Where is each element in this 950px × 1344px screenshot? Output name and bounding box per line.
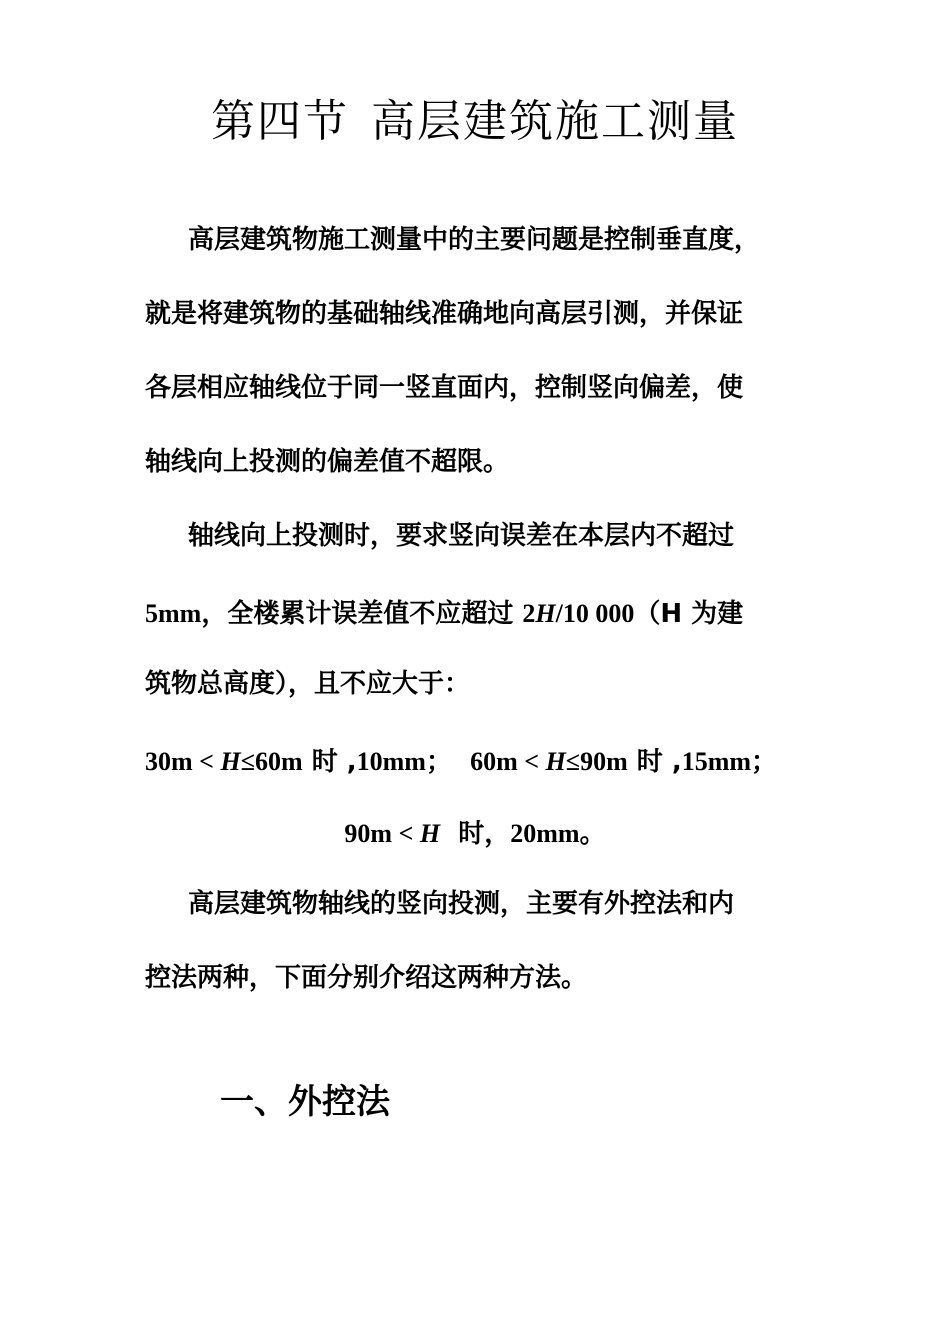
range-end: ≤90m (565, 747, 628, 776)
separator: ； (425, 747, 471, 777)
paragraph-3-line-2: 控法两种，下面分别介绍这两种方法。 (145, 963, 588, 993)
formula-coefficient: 2 (522, 599, 536, 628)
variable-h: H (545, 747, 566, 776)
paragraph-3-line-1: 高层建筑物轴线的竖向投测，主要有外控法和内 (188, 889, 735, 919)
separator: ； (751, 747, 778, 777)
paragraph-2-line-2 (145, 596, 743, 632)
formula-denominator: /10 000 (555, 599, 635, 628)
limit-row-1 (145, 744, 777, 780)
page-title (0, 92, 950, 152)
range-start: 30m < (145, 747, 221, 776)
range-start: 60m < (470, 747, 546, 776)
paragraph-1-line-4: 轴线向上投测的偏差值不超限。 (145, 447, 510, 477)
tolerance-value: 10mm (356, 747, 426, 776)
paragraph-2-line-1: 轴线向上投测时，要求竖向误差在本层内不超过 (188, 521, 735, 551)
text-segment: ，全楼累计误差值不应超过 (201, 599, 523, 629)
text-segment: 时 , (627, 747, 682, 777)
text-segment: （H 为建 (634, 599, 744, 629)
paragraph-1-line-2: 就是将建筑物的基础轴线准确地向高层引测，并保证 (145, 299, 744, 329)
limit-row-2 (0, 816, 950, 852)
text-segment: 时 , (302, 747, 357, 777)
range-end: ≤60m (240, 747, 303, 776)
tolerance-5mm: 5mm (145, 599, 202, 628)
range-start: 90m < (344, 819, 420, 848)
paragraph-2-line-3: 筑物总高度），且不应大于： (145, 669, 471, 699)
formula-variable-h: H (535, 599, 556, 628)
section-heading: 一、外控法 (220, 1082, 390, 1122)
variable-h: H (220, 747, 241, 776)
tolerance-value: 15mm (681, 747, 752, 776)
paragraph-1-line-1: 高层建筑物施工测量中的主要问题是控制垂直度， (188, 225, 761, 255)
tolerance-value: 20mm (510, 819, 580, 848)
period: 。 (579, 819, 606, 849)
title-section-number: 第四节 (211, 96, 349, 147)
variable-h: H (419, 819, 441, 848)
text-segment: 时， (440, 819, 511, 849)
paragraph-1-line-3: 各层相应轴线位于同一竖直面内，控制竖向偏差，使 (145, 373, 744, 403)
title-text: 高层建筑施工测量 (371, 96, 739, 147)
